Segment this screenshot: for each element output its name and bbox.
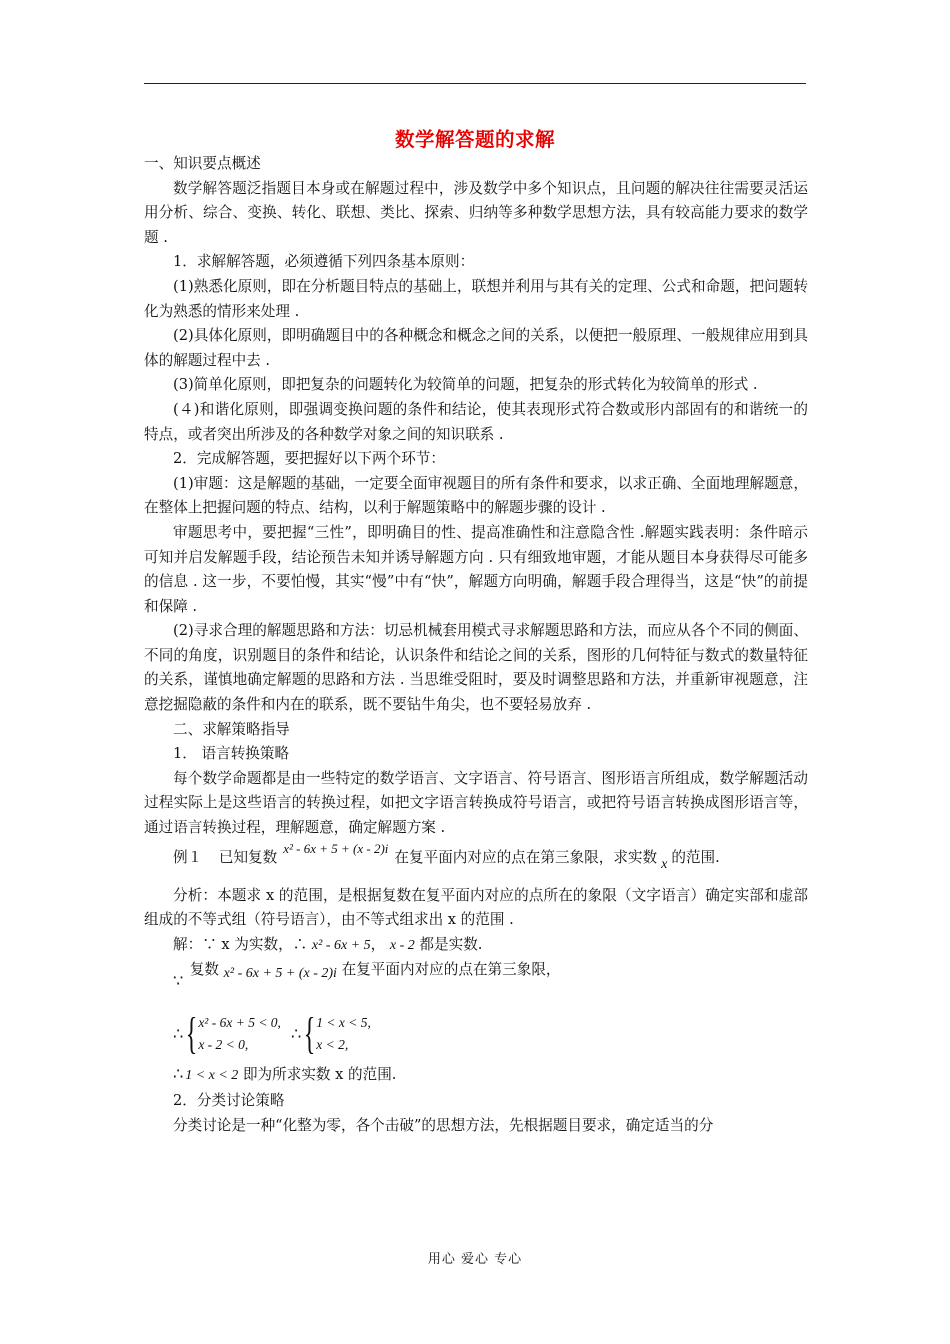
- conclusion-line: [144, 1062, 808, 1089]
- section-heading-2: 二、求解策略指导: [173, 720, 290, 738]
- solution-text: 在复平面内对应的点在第三象限，: [341, 961, 561, 979]
- therefore-symbol: ∴: [290, 1024, 302, 1044]
- real-part-expression: x² - 6x + 5: [311, 937, 371, 953]
- section-heading-1: 一、知识要点概述: [144, 155, 261, 172]
- inequality-system-2: [316, 1012, 371, 1056]
- solution-text: ，: [370, 935, 386, 953]
- paragraph: 1．求解解答题，必须遵循下列四条基本原则：: [173, 253, 475, 271]
- paragraph: 数学解答题泛指题目本身或在解题过程中，涉及数学中多个知识点，且问题的解决往往需要灵活运用分析、综合、变换、转化、联想、类比、探索、归纳等多种数学思想方法，具有较高能力要求的数学题 .: [144, 179, 808, 246]
- paragraph: 每个数学命题都是由一些特定的数学语言、文字语言、符号语言、图形语言所组成，数学解题活动过程实际上是这些语言的转换过程，如把文字语言转换成符号语言，或把符号语言转换成图形语言等，通过语言转换过程，理解题意，确定解题方案 .: [144, 769, 808, 837]
- inequality-line: x² - 6x + 5 < 0,: [198, 1015, 281, 1031]
- example-text: 在复平面内对应的点在第三象限，求实数: [394, 848, 658, 866]
- result-expression: 1 < x < 2: [185, 1068, 239, 1084]
- therefore-symbol: ∴: [173, 1024, 184, 1044]
- conclusion-text: 即为所求实数 x 的范围.: [242, 1066, 397, 1084]
- inequality-line: x < 2,: [316, 1037, 349, 1053]
- paragraph: (1)熟悉化原则，即在分析题目特点的基础上，联想并利用与其有关的定理、公式和命题，把问题转化为熟悉的情形来处理 .: [144, 277, 808, 320]
- inequality-line: 1 < x < 5,: [316, 1015, 371, 1031]
- example-1: [144, 841, 808, 876]
- paragraph: (2)寻求合理的解题思路和方法：切忌机械套用模式寻求解题思路和方法，而应从各个不同的侧面、不同的角度，识别题目的条件和结论，认识条件和结论之间的关系，图形的几何特征与数式的数量特征的关系，谨慎地确定解题的思路和方法 . 当思维受阻时，要及时调整思路和方法，并重新审视题意，注意挖掘隐蔽的条件和内在的联系，既不要钻牛角尖，也不要轻易放弃 .: [144, 622, 808, 714]
- solution-text: 复数: [189, 961, 220, 979]
- analysis-paragraph: 分析：本题求 x 的范围，是根据复数在复平面内对应的点所在的象限（文字语言）确定实部和虚部组成的不等式组（符号语言），由不等式组求出 x 的范围 .: [144, 886, 808, 929]
- paragraph: (2)具体化原则，即明确题目中的各种概念和概念之间的关系，以便把一般原理、一般规律应用到具体的解题过程中去 .: [144, 327, 808, 369]
- paragraph: (1)审题：这是解题的基础，一定要全面审视题目的所有条件和要求，以求正确、全面地理解题意，在整体上把握问题的特点、结构，以利于解题策略中的解题步骤的设计 .: [144, 474, 808, 517]
- paragraph: 2．完成解答题，要把握好以下两个环节：: [173, 450, 445, 468]
- example-label: 例１: [173, 848, 203, 866]
- complex-expression: x² - 6x + 5 + (x - 2)i: [283, 840, 389, 856]
- variable-x: x: [661, 856, 668, 872]
- subsection-heading: 1． 语言转换策略: [173, 745, 290, 763]
- solution-line-1: [144, 933, 808, 959]
- imag-part-expression: x - 2: [389, 937, 415, 953]
- page-footer: 用心 爱心 专心: [427, 1252, 523, 1267]
- solution-line-2: [144, 958, 808, 994]
- left-brace-icon: {: [303, 1009, 316, 1059]
- inequality-line: x - 2 < 0,: [198, 1037, 249, 1053]
- page-title: 数学解答题的求解: [394, 128, 555, 151]
- inequality-systems: [144, 1008, 808, 1060]
- because-symbol: ∵: [173, 971, 184, 991]
- subsection-heading: 2．分类讨论策略: [173, 1092, 285, 1109]
- complex-expression: x² - 6x + 5 + (x - 2)i: [223, 966, 337, 982]
- header-rule: [144, 83, 806, 84]
- left-brace-icon: {: [185, 1009, 198, 1059]
- therefore-symbol: ∴: [173, 1064, 184, 1084]
- paragraph: (3)简单化原则，即把复杂的问题转化为较简单的问题，把复杂的形式转化为较简单的形式 .: [173, 376, 758, 394]
- document-body: [144, 152, 808, 1138]
- paragraph: 审题思考中，要把握“三性”，即明确目的性、提高准确性和注意隐含性 .解题实践表明：条件暗示可知并启发解题手段，结论预告未知并诱导解题方向 . 只有细致地审题，才能从题目本身获得尽可能多的信息 . 这一步，不要怕慢，其实“慢”中有“快”，解题方向明确，解题手段合理得当，这是“快”的前提和保障 .: [144, 523, 808, 615]
- example-text: 的范围.: [671, 848, 720, 866]
- paragraph: (４)和谐化原则，即强调变换问题的条件和结论，使其表现形式符合数或形内部固有的和谐统一的特点，或者突出所涉及的各种数学对象之间的知识联系 .: [144, 400, 808, 443]
- solution-text: 都是实数.: [419, 935, 483, 953]
- example-text: 已知复数: [218, 848, 278, 866]
- paragraph: 分类讨论是一种“化整为零，各个击破”的思想方法，先根据题目要求，确定适当的分: [173, 1116, 714, 1134]
- inequality-system-1: [198, 1012, 281, 1056]
- solution-text: 解：∵ x 为实数，∴: [173, 935, 308, 953]
